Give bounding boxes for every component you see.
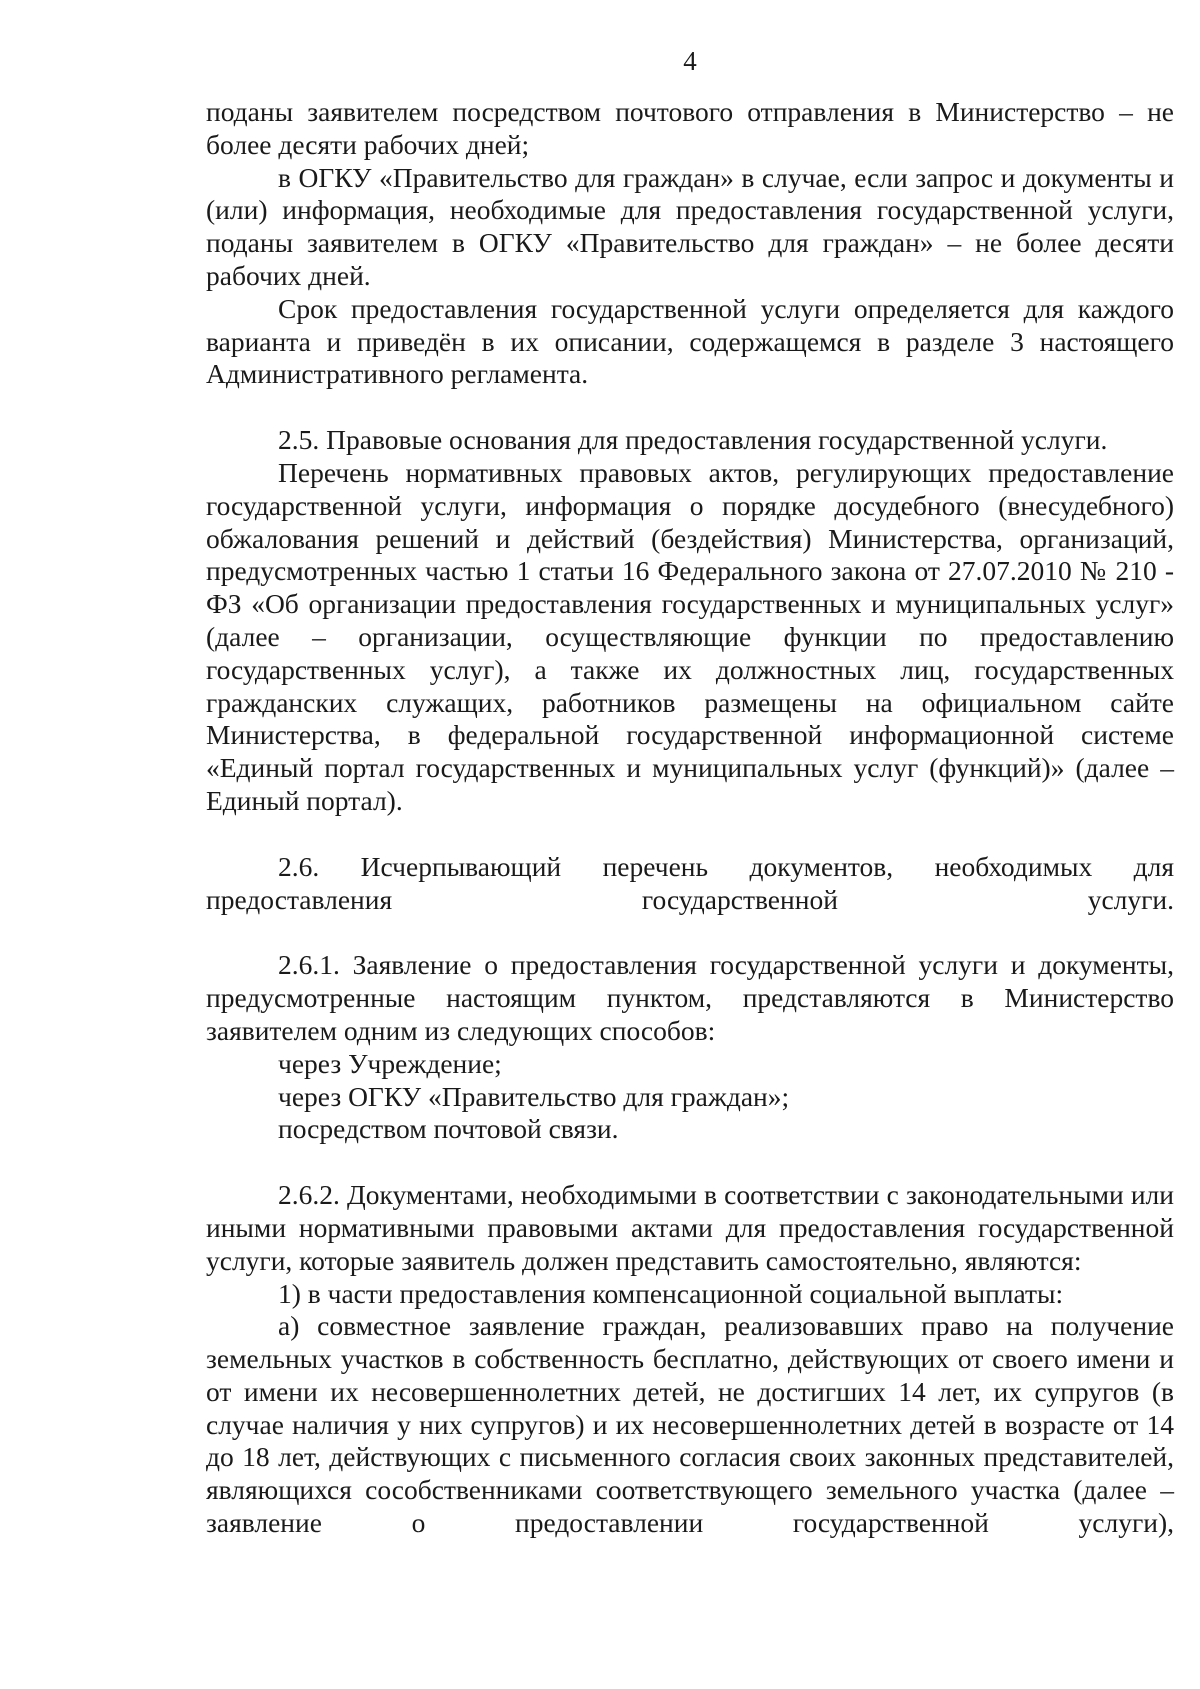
list-item-joint-application: а) совместное заявление граждан, реализовавших право на получение земельных участков в собственность бесплатно, действующих от своего имени и от имени их несовершеннолетних детей, не достигших 14 лет, их супругов (в случае наличия у них супругов) и их несовершеннолетних детей в возрасте от 14 до 18 лет, действующих с письменного согласия своих законных представителей, являющихся сособственниками соответствующего земельного участка (далее – заявление о предоставлении государственной услуги), [206, 1310, 1174, 1539]
document-body [206, 96, 1174, 1540]
paragraph-ogku-deadline: в ОГКУ «Правительство для граждан» в случае, если запрос и документы и (или) информация, необходимые для предоставления государственной услуги, поданы заявителем в ОГКУ «Правительство для граждан» – не более десяти рабочих дней. [206, 161, 1174, 291]
section-heading-2-5: 2.5. Правовые основания для предоставления государственной услуги. [278, 424, 1108, 456]
paragraph-legal-acts: Перечень нормативных правовых актов, регулирующих предоставление государственной услуги, информация о порядке досудебного (внесудебного) обжалования решений и действий (бездействия) Министерства, организаций, предусмотренных частью 1 статьи 16 Федерального закона от 27.07.2010 № 210 - ФЗ «Об организации предоставления государственных и муниципальных услуг» (далее – организации, осуществляющие функции по предоставлению государственных услуг), а также их должностных лиц, государственных гражданских служащих, работников размещены на официальном сайте Министерства, в федеральной государственной информационной системе «Единый портал государственных и муниципальных услуг (функций)» (далее – Единый портал). [206, 456, 1174, 816]
list-item-institution: через Учреждение; [278, 1047, 502, 1079]
list-item-postal: посредством почтовой связи. [278, 1113, 619, 1145]
paragraph-postal-deadline: поданы заявителем посредством почтового отправления в Министерство – не более десяти рабочих дней; [206, 96, 1174, 160]
page-number: 4 [683, 46, 697, 76]
paragraph-2-6-2: 2.6.2. Документами, необходимыми в соответствии с законодательными или иными нормативными правовыми актами для предоставления государственной услуги, которые заявитель должен представить самостоятельно, являются: [206, 1179, 1174, 1276]
list-item-ogku: через ОГКУ «Правительство для граждан»; [278, 1080, 790, 1112]
paragraph-2-6-1: 2.6.1. Заявление о предоставления государственной услуги и документы, предусмотренные настоящим пунктом, представляются в Министерство заявителем одним из следующих способов: [206, 949, 1174, 1046]
section-heading-2-6: 2.6. Исчерпывающий перечень документов, необходимых для предоставления государственной услуги. [206, 850, 1174, 915]
list-item-compensation: 1) в части предоставления компенсационной социальной выплаты: [278, 1277, 1064, 1309]
paragraph-service-term: Срок предоставления государственной услуги определяется для каждого варианта и приведён в их описании, содержащемся в разделе 3 настоящего Административного регламента. [206, 292, 1174, 390]
